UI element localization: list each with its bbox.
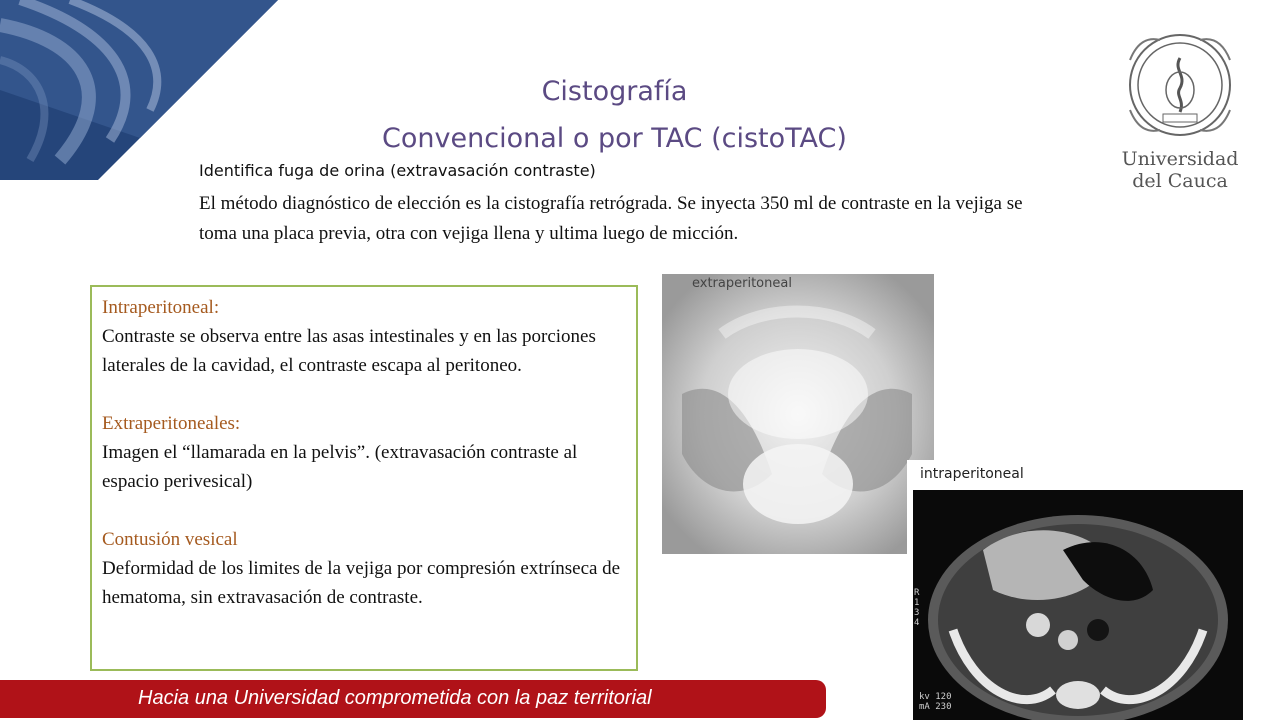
slide-title-line1: Cistografía bbox=[541, 76, 688, 107]
ct-graphic bbox=[913, 490, 1243, 720]
ct-side-annotation: R 1 3 4 bbox=[914, 588, 920, 628]
injury-types-box bbox=[90, 285, 638, 671]
footer-banner-text: Hacia una Universidad comprometida con la paz territorial bbox=[138, 687, 652, 709]
section-heading-intraperitoneal: Intraperitoneal: bbox=[102, 297, 220, 318]
university-seal-icon bbox=[1125, 30, 1235, 140]
xray-label: extraperitoneal bbox=[692, 276, 792, 291]
section-text-contusion: Deformidad de los limites de la vejiga por compresión extrínseca de hematoma, sin extravasación de contraste. bbox=[102, 558, 621, 608]
university-name-line1: Universidad bbox=[1121, 148, 1239, 170]
section-text-intraperitoneal: Contraste se observa entre las asas intestinales y en las porciones laterales de la cavidad, el contraste escapa al peritoneo. bbox=[102, 326, 596, 376]
ct-parameters: kv 120 mA 230 bbox=[919, 692, 952, 712]
intro-paragraph: El método diagnóstico de elección es la cistografía retrógrada. Se inyecta 350 ml de contraste en la vejiga se toma una placa previa, otra con vejiga llena y ultima luego de micción. bbox=[199, 193, 1023, 244]
section-text-extraperitoneal: Imagen el “llamarada en la pelvis”. (extravasación contraste al espacio perivesical) bbox=[102, 442, 578, 492]
section-heading-contusion: Contusión vesical bbox=[102, 529, 238, 550]
ct-scan-frame bbox=[913, 490, 1243, 720]
footer-banner bbox=[0, 680, 826, 718]
university-name-line2: del Cauca bbox=[1132, 170, 1228, 192]
intraperitoneal-ct-image bbox=[907, 460, 1243, 720]
slide-subtitle: Identifica fuga de orina (extravasación contraste) bbox=[199, 161, 596, 180]
university-name bbox=[1110, 148, 1250, 192]
university-logo bbox=[1110, 30, 1250, 200]
xray-graphic bbox=[662, 274, 934, 554]
section-heading-extraperitoneal: Extraperitoneales: bbox=[102, 413, 241, 434]
extraperitoneal-xray-image bbox=[662, 274, 934, 554]
slide-title-line2: Convencional o por TAC (cistoTAC) bbox=[382, 123, 847, 154]
ct-label: intraperitoneal bbox=[920, 466, 1024, 482]
